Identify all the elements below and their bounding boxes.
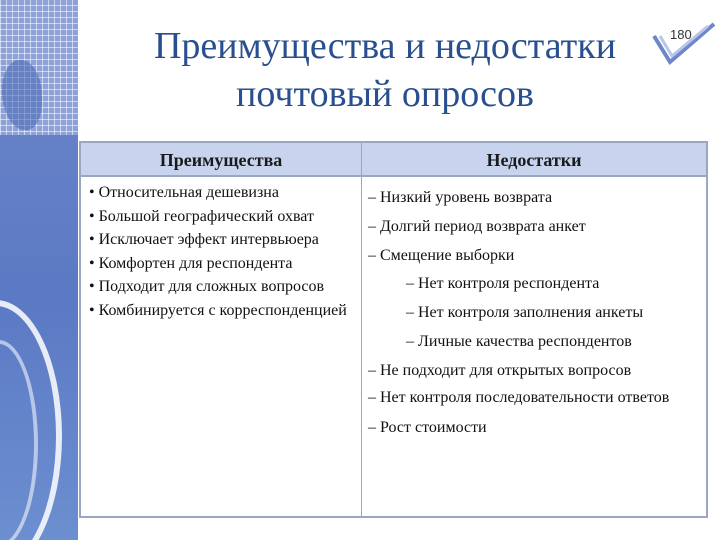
list-item: – Нет контроля респондента <box>406 275 600 293</box>
list-item: – Смещение выборки <box>368 246 515 264</box>
list-item: • Исключает эффект интервьюера <box>89 231 319 248</box>
header-disadvantages: Недостатки <box>486 150 582 170</box>
list-item: – Личные качества респондентов <box>406 332 632 350</box>
header-advantages: Преимущества <box>159 150 283 170</box>
disadvantages-list <box>368 184 702 442</box>
list-item: – Низкий уровень возврата <box>368 189 553 206</box>
title-line-1: Преимущества и недостатки <box>153 25 617 67</box>
list-item: • Комбинируется с корреспонденцией <box>89 301 347 319</box>
list-item: – Нет контроля заполнения анкеты <box>406 304 644 322</box>
advantages-list <box>89 181 357 322</box>
list-item: – Долгий период возврата анкет <box>368 217 586 235</box>
table-header-row <box>81 143 706 177</box>
list-item: • Подходит для сложных вопросов <box>89 278 325 295</box>
list-item: – Не подходит для открытых вопросов <box>368 361 632 379</box>
title-line-2: почтовый опросов <box>236 73 534 115</box>
decorative-side-strip <box>0 0 78 540</box>
comparison-table <box>79 141 708 518</box>
list-item: – Нет контроля последовательности ответов <box>368 388 670 406</box>
list-item: • Большой географический охват <box>89 207 314 225</box>
slide-title <box>120 22 650 118</box>
page-number: 180 <box>670 27 692 42</box>
list-item: • Комфортен для респондента <box>89 254 293 272</box>
list-item: – Рост стоимости <box>368 418 487 436</box>
column-divider <box>361 143 362 516</box>
list-item: • Относительная дешевизна <box>89 184 279 201</box>
